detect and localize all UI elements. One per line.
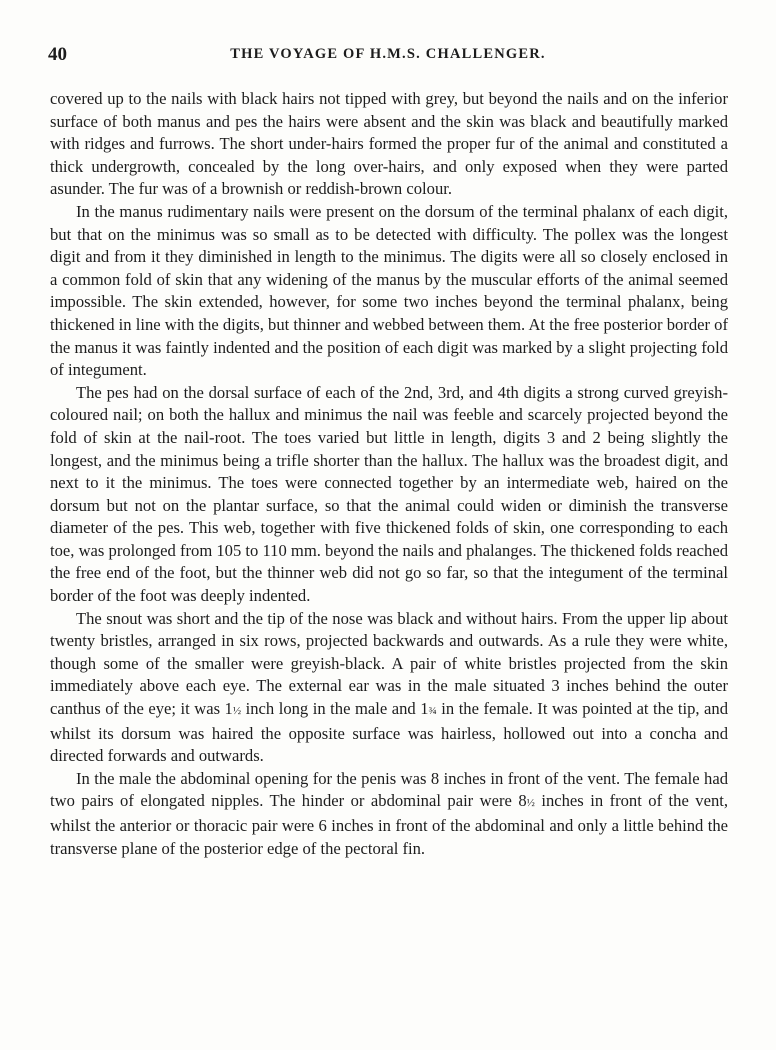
- page-number: 40: [48, 44, 67, 65]
- paragraph-abdominal: [50, 768, 728, 860]
- fraction: ½: [232, 705, 242, 718]
- paragraph-text: inches in front of the vent, whilst the anterior or thoracic pair were 6 inches in front of the abdominal and only a little behind the transverse plane of the posterior edge of the pectoral fin.: [50, 791, 729, 858]
- paragraph-manus: [50, 201, 728, 382]
- running-title: THE VOYAGE OF H.M.S. CHALLENGER.: [230, 46, 546, 62]
- paragraph-text: covered up to the nails with black hairs not tipped with grey, but beyond the nails and on the inferior surface of both manus and pes the hairs were absent and the skin was black and beautifully marked with ridges and furrows. The short under-hairs formed the proper fur of the animal and constituted a thick undergrowth, concealed by the long over-hairs, and only exposed when they were parted asunder. The fur was of a brownish or reddish-brown colour.: [50, 89, 728, 199]
- paragraph-text: In the manus rudimentary nails were present on the dorsum of the terminal phalanx of each digit, but that on the minimus was so small as to be detected with difficulty. The pollex was the longest digit and from it they diminished in length to the minimus. The digits were all so closely enclosed in a common fold of skin that any widening of the manus by the muscular efforts of the animal seemed impossible. The skin extended, however, for some two inches beyond the terminal phalanx, being thickened in line with the digits, but thinner and webbed between them. At the free posterior border of the manus it was faintly indented and the position of each digit was marked by a slight projecting fold of integument.: [50, 201, 728, 380]
- paragraph-text: in the female. It was pointed at the tip, and whilst its dorsum was haired the opposite surface was hairless, hollowed out into a concha and directed forwards and outwards.: [50, 699, 728, 766]
- page-header: [48, 44, 728, 68]
- paragraph-pes: [50, 382, 728, 608]
- paragraph-text: inch long in the male and 1: [241, 699, 429, 719]
- paragraph-text: The snout was short and the tip of the nose was black and without hairs. From the upper lip about twenty bristles, arranged in six rows, projected backwards and outwards. As a rule they were white, though some of the smaller were greyish-black. A pair of white bristles projected from the skin immediately above each eye. The external ear was in the male situated 3 inches behind the outer canthus of the eye; it was 1: [50, 608, 728, 719]
- paragraph-text: In the male the abdominal opening for the penis was 8 inches in front of the vent. The female had two pairs of elongated nipples. The hinder or abdominal pair were 8: [50, 768, 728, 811]
- paragraph-text: The pes had on the dorsal surface of each of the 2nd, 3rd, and 4th digits a strong curved greyish-coloured nail; on both the hallux and minimus the nail was feeble and scarcely projected beyond the fold of skin at the nail-root. The toes varied but little in length, digits 3 and 2 being slightly the longest, and the minimus being a trifle shorter than the hallux. The hallux was the broadest digit, and next to it the minimus. The toes were connected together by an intermediate web, haired on the dorsum but not on the plantar surface, so that the animal could widen or diminish the transverse diameter of the pes. This web, together with five thickened folds of skin, one corresponding to each toe, was prolonged from 105 to 110 mm. beyond the nails and phalanges. The thickened folds reached the free end of the foot, but the thinner web did not go so far, so that the integument of the terminal border of the foot was deeply indented.: [50, 382, 728, 606]
- paragraph-snout: [50, 608, 728, 768]
- fraction: ¾: [428, 705, 437, 718]
- fraction: ½: [526, 797, 535, 810]
- body-text: [50, 88, 728, 860]
- paragraph-fur-continued: [50, 88, 728, 201]
